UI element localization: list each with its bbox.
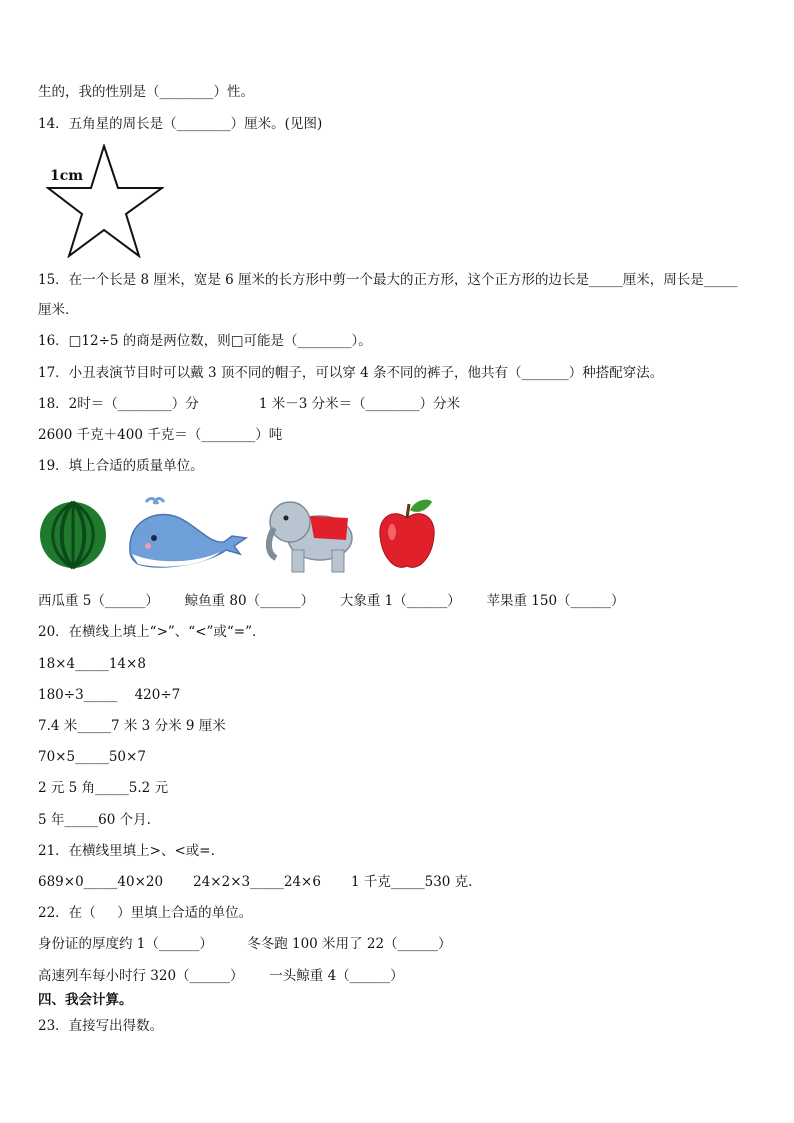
question-16: 16．□12÷5 的商是两位数，则□可能是（________）。: [38, 333, 372, 349]
compare-item: 18×4_____14×8: [38, 656, 146, 672]
question-15-cont: 厘米．: [38, 302, 79, 318]
question-15: 15．在一个长是 8 厘米，宽是 6 厘米的长方形中剪一个最大的正方形，这个正方形的边长是_____厘米，周长是_____: [38, 272, 738, 288]
question-21-items: 689×0_____40×20 24×2×3_____24×6 1 千克_____530 克.: [38, 874, 473, 890]
watermelon-icon: [38, 500, 108, 570]
section-heading: 四、我会计算。: [38, 992, 133, 1008]
question-19: 19．填上合适的质量单位。: [38, 458, 204, 474]
star-label: 1cm: [50, 168, 84, 184]
question-20: 20．在横线上填上“>”、“<”或“=”.: [38, 624, 257, 640]
question-18: 18．2时＝（________）分 1 米－3 分米＝（________）分米: [38, 396, 461, 412]
compare-item: 180÷3_____ 420÷7: [38, 687, 181, 703]
question-23: 23．直接写出得数。: [38, 1018, 164, 1034]
question-22-items: 高速列车每小时行 320（______） 一头鲸重 4（______）: [38, 968, 404, 984]
elephant-icon: [262, 492, 362, 576]
question-14: 14．五角星的周长是（________）厘米。(见图): [38, 116, 323, 132]
whale-icon: [124, 492, 248, 574]
question-17: 17．小丑表演节目时可以戴 3 顶不同的帽子，可以穿 4 条不同的裤子，他共有（_______）种搭配穿法。: [38, 365, 664, 381]
picture-row: [0, 492, 794, 578]
question-22: 22．在（ ）里填上合适的单位。: [38, 905, 253, 921]
question-22-items: 身份证的厚度约 1（______） 冬冬跑 100 米用了 22（______）: [38, 936, 452, 952]
question-19-answers: 西瓜重 5（______） 鲸鱼重 80（______） 大象重 1（______） 苹果重 150（______）: [38, 593, 625, 609]
compare-item: 5 年_____60 个月.: [38, 812, 151, 828]
question-18-cont: 2600 千克＋400 千克＝（________）吨: [38, 427, 283, 443]
compare-item: 2 元 5 角_____5.2 元: [38, 780, 169, 796]
compare-item: 7.4 米_____7 米 3 分米 9 厘米: [38, 718, 226, 734]
star-figure: [46, 144, 164, 258]
question-21: 21．在横线里填上>、<或=.: [38, 843, 215, 859]
text-line: 生的，我的性别是（________）性。: [38, 84, 254, 100]
star-shape: [48, 146, 162, 256]
apple-icon: [376, 496, 438, 572]
compare-item: 70×5_____50×7: [38, 749, 146, 765]
